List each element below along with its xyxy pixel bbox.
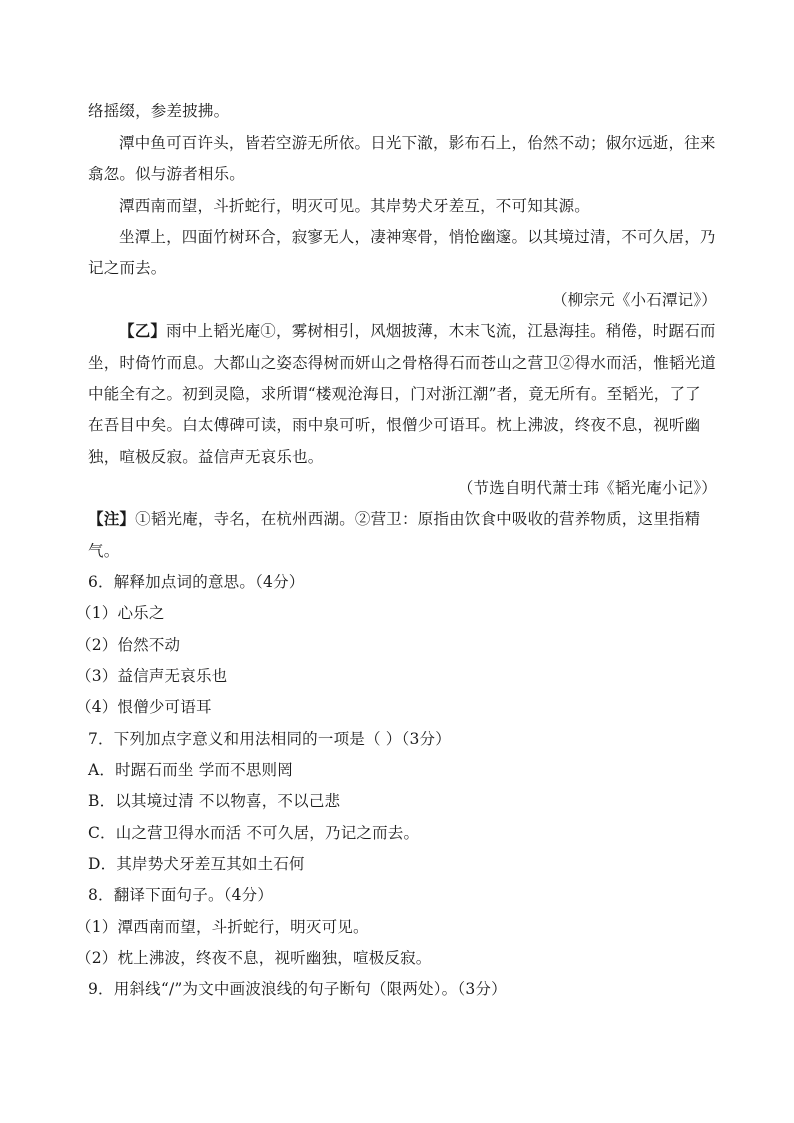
question-8-item: （1）潭西南而望，斗折蛇行，明灭可见。 (76, 918, 369, 936)
passage-jia-line: 记之而去。 (88, 259, 167, 277)
passage-yi-line: 在吾目中矣。白太傅碑可读，雨中泉可听，恨僧少可语耳。枕上沸波，终夜不息，视听幽 (88, 416, 701, 434)
passage-yi-line: 中能全有之。初到灵隐，求所谓“楼观沧海日，门对浙江潮”者，竟无所有。至韬光，了了 (88, 385, 701, 403)
note-line: 气。 (88, 542, 120, 560)
question-7: 7．下列加点字意义和用法相同的一项是（ ）（3分） (88, 730, 451, 748)
question-7-option-d: D．其岸势犬牙差互其如土石何 (88, 855, 305, 873)
question-8: 8．翻译下面句子。（4分） (88, 886, 274, 904)
question-7-option-a: A．时踞石而坐 学而不思则罔 (88, 761, 293, 779)
question-7-option-c: C．山之营卫得水而活 不可久居，乃记之而去。 (88, 824, 420, 842)
passage-jia-line: 翕忽。似与游者相乐。 (88, 165, 246, 183)
passage-yi-line: 独，喧极反寂。益信声无哀乐也。 (88, 448, 324, 466)
note-label: 【注】 (88, 509, 136, 528)
passage-jia-source: （柳宗元《小石潭记》） (552, 291, 717, 309)
question-6-item: （2）佁然不动 (76, 636, 181, 654)
question-6-item: （3）益信声无哀乐也 (76, 667, 228, 685)
question-6-item: （4）恨僧少可语耳 (76, 698, 212, 716)
passage-yi-line: 坐，时倚竹而息。大都山之姿态得树而妍山之骨格得石而苍山之营卫②得水而活，惟韬光道 (88, 354, 717, 372)
passage-yi-line-text: 雨中上韬光庵①，雾树相引，风烟披薄，木末飞流，江悬海挂。稍倦，时踞石而 (166, 322, 716, 340)
question-7-option-b: B．以其境过清 不以物喜，不以己悲 (88, 792, 341, 810)
passage-yi-first-line (119, 321, 749, 341)
question-6-item: （1）心乐之 (76, 604, 165, 622)
note-line-text: ①韬光庵，寺名，在杭州西湖。②营卫：原指由饮食中吸收的营养物质，这里指精 (135, 510, 701, 528)
question-8-item: （2）枕上沸波，终夜不息，视听幽独，喧极反寂。 (76, 949, 432, 967)
passage-yi-source: （节选自明代萧士玮《韬光庵小记》） (457, 479, 717, 497)
question-6: 6．解释加点词的意思。（4分） (88, 573, 305, 591)
question-9: 9．用斜线“/”为文中画波浪线的句子断句（限两处）。（3分） (88, 980, 507, 998)
passage-jia-line: 坐潭上，四面竹树环合，寂寥无人，凄神寒骨，悄怆幽邃。以其境过清，不可久居，乃 (119, 228, 716, 246)
passage-jia-line: 络摇缀，参差披拂。 (88, 102, 230, 120)
passage-jia-line: 潭西南而望，斗折蛇行，明灭可见。其岸势犬牙差互，不可知其源。 (119, 197, 591, 215)
note-first-line (88, 509, 718, 529)
passage-jia-line: 潭中鱼可百许头，皆若空游无所依。日光下澈，影布石上，佁然不动；俶尔远逝，往来 (119, 134, 716, 152)
passage-yi-label: 【乙】 (119, 321, 167, 340)
